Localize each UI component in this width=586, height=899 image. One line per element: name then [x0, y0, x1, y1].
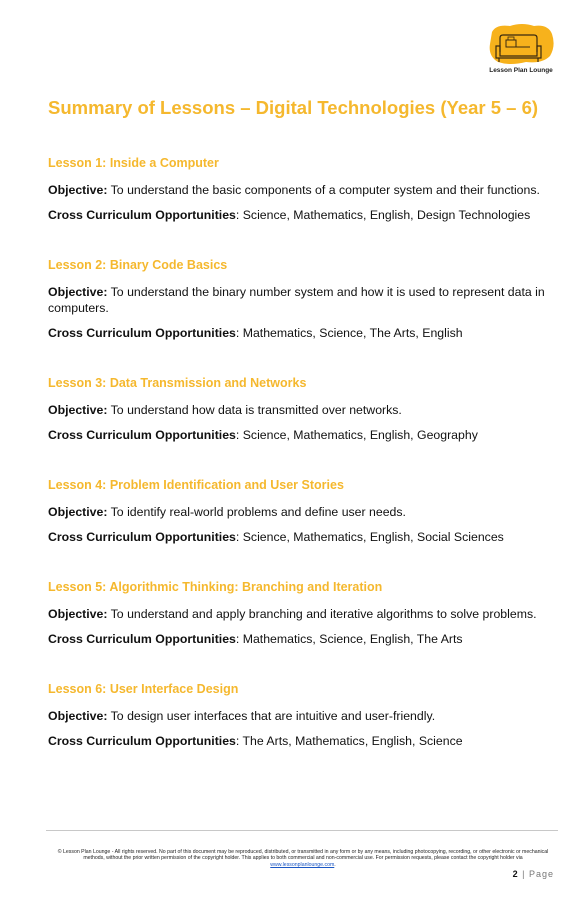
cross-text: : The Arts, Mathematics, English, Science [235, 734, 463, 748]
footer-copyright [50, 849, 556, 868]
logo-caption: Lesson Plan Lounge [489, 67, 553, 74]
lesson-title: Lesson 6: User Interface Design [48, 682, 239, 696]
page-separator: | [518, 869, 529, 879]
website-link[interactable]: www.lessonplanlounge.com [270, 861, 335, 868]
footer-divider [46, 830, 558, 831]
lesson-4 [48, 478, 558, 580]
lesson-cross-curriculum [48, 529, 558, 545]
cross-label: Cross Curriculum Opportunities [48, 530, 236, 544]
page-number [513, 869, 554, 879]
lesson-cross-curriculum [48, 427, 558, 443]
lesson-title: Lesson 5: Algorithmic Thinking: Branching and Iteration [48, 580, 383, 594]
objective-label: Objective: [48, 607, 108, 621]
objective-label: Objective: [48, 285, 108, 299]
cross-label: Cross Curriculum Opportunities [48, 428, 236, 442]
cross-label: Cross Curriculum Opportunities [48, 208, 236, 222]
lesson-objective [48, 182, 558, 198]
cross-text: : Science, Mathematics, English, Geography [235, 428, 478, 442]
objective-label: Objective: [48, 183, 108, 197]
lesson-objective [48, 402, 558, 418]
lesson-title: Lesson 2: Binary Code Basics [48, 258, 228, 272]
objective-text: To understand how data is transmitted over networks. [107, 403, 402, 417]
lesson-1 [48, 156, 558, 258]
cross-label: Cross Curriculum Opportunities [48, 632, 236, 646]
lesson-title: Lesson 4: Problem Identification and User Stories [48, 478, 344, 492]
lesson-5 [48, 580, 558, 682]
page-number-value: 2 [512, 869, 519, 879]
objective-text: To understand and apply branching and iterative algorithms to solve problems. [107, 607, 537, 621]
objective-label: Objective: [48, 403, 108, 417]
objective-text: To identify real-world problems and define user needs. [107, 505, 406, 519]
lesson-objective [48, 504, 558, 520]
lesson-2 [48, 258, 558, 376]
lessons-list [48, 156, 558, 784]
lesson-cross-curriculum [48, 733, 558, 749]
link-suffix: . [334, 861, 336, 868]
objective-text: To understand the binary number system and how it is used to represent data in computers. [48, 285, 545, 315]
lesson-objective [48, 284, 558, 316]
cross-text: : Mathematics, Science, English, The Arts [235, 632, 463, 646]
copyright-text: © Lesson Plan Lounge - All rights reserved. No part of this document may be reproduced, distributed, or transmitted in any form or by any means, including photocopying, recording, or other electronic or mechanical methods, without the prior written permission of the copyright holder. This applies to both commercial and non-commercial use. For permission requests, please contact the copyright holder via [57, 849, 549, 862]
cross-text: : Science, Mathematics, English, Social Sciences [235, 530, 504, 544]
lesson-cross-curriculum [48, 325, 558, 341]
lesson-6 [48, 682, 558, 784]
lesson-objective [48, 708, 558, 724]
cross-label: Cross Curriculum Opportunities [48, 734, 236, 748]
lesson-3 [48, 376, 558, 478]
page-label: Page [528, 869, 554, 879]
cross-label: Cross Curriculum Opportunities [48, 326, 236, 340]
lesson-title: Lesson 3: Data Transmission and Networks [48, 376, 307, 390]
cross-text: : Science, Mathematics, English, Design Technologies [235, 208, 531, 222]
objective-label: Objective: [48, 709, 108, 723]
lesson-objective [48, 606, 558, 622]
objective-label: Objective: [48, 505, 108, 519]
lesson-title: Lesson 1: Inside a Computer [48, 156, 219, 170]
lesson-cross-curriculum [48, 207, 558, 223]
lesson-cross-curriculum [48, 631, 558, 647]
objective-text: To understand the basic components of a computer system and their functions. [107, 183, 540, 197]
objective-text: To design user interfaces that are intuitive and user-friendly. [107, 709, 436, 723]
page-title: Summary of Lessons – Digital Technologies (Year 5 – 6) [48, 97, 539, 118]
cross-text: : Mathematics, Science, The Arts, English [235, 326, 463, 340]
